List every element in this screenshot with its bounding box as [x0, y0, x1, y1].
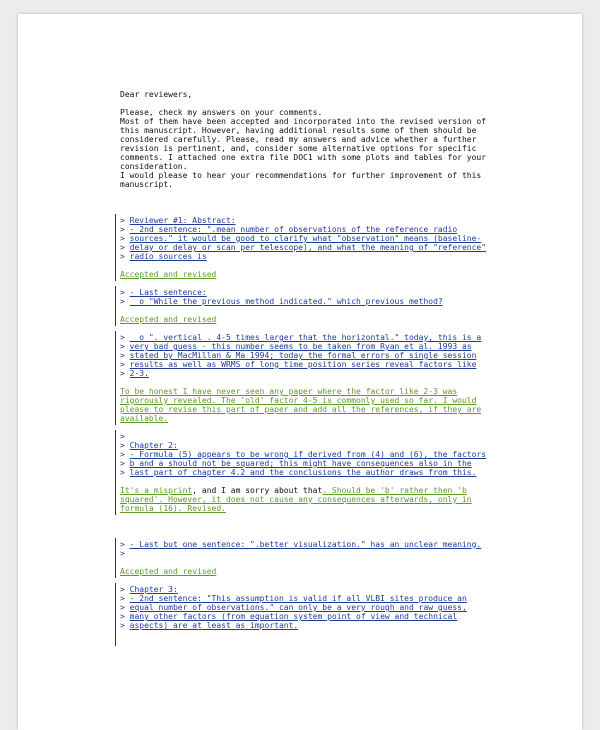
intro-line: considered carefully. Please, read my answers and advice whether a further — [120, 135, 477, 144]
document-body — [120, 90, 500, 644]
answer-line: To be honest I have never seen any paper where the factor like 2-3 was — [120, 387, 458, 396]
intro-line: manuscript. — [120, 180, 173, 189]
greeting: Dear reviewers, — [120, 90, 193, 99]
quote-line: o "While the previous method indicated." which previous method? — [129, 297, 443, 306]
answer-line: . Should be 'b' rather then 'b — [322, 486, 467, 495]
document-page — [18, 14, 582, 730]
answer-line: available. — [120, 414, 169, 423]
intro-line: I would please to hear your recommendations for further improvement of this — [120, 171, 482, 180]
intro-line: this manuscript. However, having additional results some of them should be — [120, 126, 477, 135]
quote-line: - Formula (5) appears to be wrong if derived from (4) and (6), the factors — [129, 450, 487, 459]
quote-line: last part of chapter 4.2 and the conclusions the author draws from this. — [129, 468, 477, 477]
quote-line: very bad guess - this number seems to be taken from Ryan et al. 1993 as — [129, 342, 472, 351]
quote-line: delay or delay or scan per telescope), and what the meaning of "reference" — [129, 243, 487, 252]
answer-text: Accepted and revised — [120, 567, 217, 576]
answer-line: squared'. However, it does not cause any consequences afterwards, only in — [120, 495, 472, 504]
answer-lead: It's a misprint — [120, 486, 193, 495]
intro-line: comments. I attached one extra file DOC1 with some plots and tables for your — [120, 153, 487, 162]
review-quote-abstract: > Reviewer #1: Abstract: > - 2nd sentence: ".mean number of observations of the reference radio > sources." it would be good to clarify what "observation" means (baseline- > delay or delay or scan per telescope), and what the meaning of "reference" > radio sources is Accepted and revised — [120, 216, 500, 279]
quote-line: 2-3. — [129, 369, 149, 378]
intro-line: revision is pertinent, and, consider some alternative options for specific — [120, 144, 477, 153]
quote-line: - Last sentence: — [129, 288, 207, 297]
answer-aside: , and I am sorry about that — [192, 486, 323, 495]
quote-line: Chapter 2: — [129, 441, 178, 450]
answer-text: Accepted and revised — [120, 270, 217, 279]
quote-line: equal number of observations." can only be a very rough and raw guess, — [129, 603, 467, 612]
quote-line: aspects) are at least as important. — [129, 621, 299, 630]
quote-line: stated by MacMillan & Ma 1994; today the formal errors of single session — [129, 351, 477, 360]
answer-line: please to revise this part of paper and add all the references, if they are — [120, 405, 482, 414]
quote-line: b and a should not be squared; this might have consequences also in the — [129, 459, 472, 468]
quote-line: - 2nd sentence: ".mean number of observations of the reference radio — [129, 225, 458, 234]
intro-paragraph — [120, 108, 500, 189]
quote-line: Chapter 3: — [129, 585, 178, 594]
quote-line: o ". vertical . 4-5 times larger that the horizontal." today, this is a — [129, 333, 482, 342]
quote-line: radio sources is — [129, 252, 207, 261]
quote-line: results as well as WRMS of long time position series reveal factors like — [129, 360, 477, 369]
review-quote-chapter-2: > > Chapter 2: > - Formula (5) appears to be wrong if derived from (4) and (6), the factors > b and a should not be squared; this might have consequences also in the > last part of chapter 4.2 and the conclusions the author draws from this. It's a misprint, and I am sorry about that. Should be 'b' rather then 'b squared'. However, it does not cause any consequences afterwards, only in formula (16). Revised. — [120, 432, 500, 513]
answer-line: formula (16). Revised. — [120, 504, 226, 513]
review-quote-chapter-3: > Chapter 3: > - 2nd sentence: "This assumption is valid if all VLBI sites produce an > equal number of observations." can only be a very rough and raw guess, > many other factors (from equation system point of view and technical > aspects) are at least as important. — [120, 585, 500, 644]
intro-line: consideration. — [120, 162, 188, 171]
intro-line: Most of them have been accepted and incorporated into the revised version of — [120, 117, 487, 126]
answer-text: Accepted and revised — [120, 315, 217, 324]
review-quote-visualization: > - Last but one sentence: ".better visualization." has an unclear meaning. > Accepted and revised — [120, 540, 500, 576]
quote-line: sources." it would be good to clarify what "observation" means (baseline- — [129, 234, 482, 243]
intro-line: Please, check my answers on your comments. — [120, 108, 323, 117]
quote-line: Reviewer #1: Abstract: — [129, 216, 236, 225]
quote-line: - 2nd sentence: "This assumption is valid if all VLBI sites produce an — [129, 594, 467, 603]
quote-line: many other factors (from equation system point of view and technical — [129, 612, 458, 621]
review-quote-vertical-factor: > o ". vertical . 4-5 times larger that the horizontal." today, this is a > very bad guess - this number seems to be taken from Ryan et al. 1993 as > stated by MacMillan & Ma 1994; today the formal errors of single session > results as well as WRMS of long time position series reveal factors like > 2-3. To be honest I have never seen any paper where the factor like 2-3 was rigorously revealed. The 'old' factor 4-5 is commonly used so far. I would please to revise this part of paper and add all the references, if they are available. — [120, 333, 500, 423]
review-quote-last-sentence: > - Last sentence: > o "While the previous method indicated." which previous method? Accepted and revised — [120, 288, 500, 324]
quote-line: - Last but one sentence: ".better visualization." has an unclear meaning. — [129, 540, 482, 549]
answer-line: rigorously revealed. The 'old' factor 4-5 is commonly used so far. I would — [120, 396, 477, 405]
